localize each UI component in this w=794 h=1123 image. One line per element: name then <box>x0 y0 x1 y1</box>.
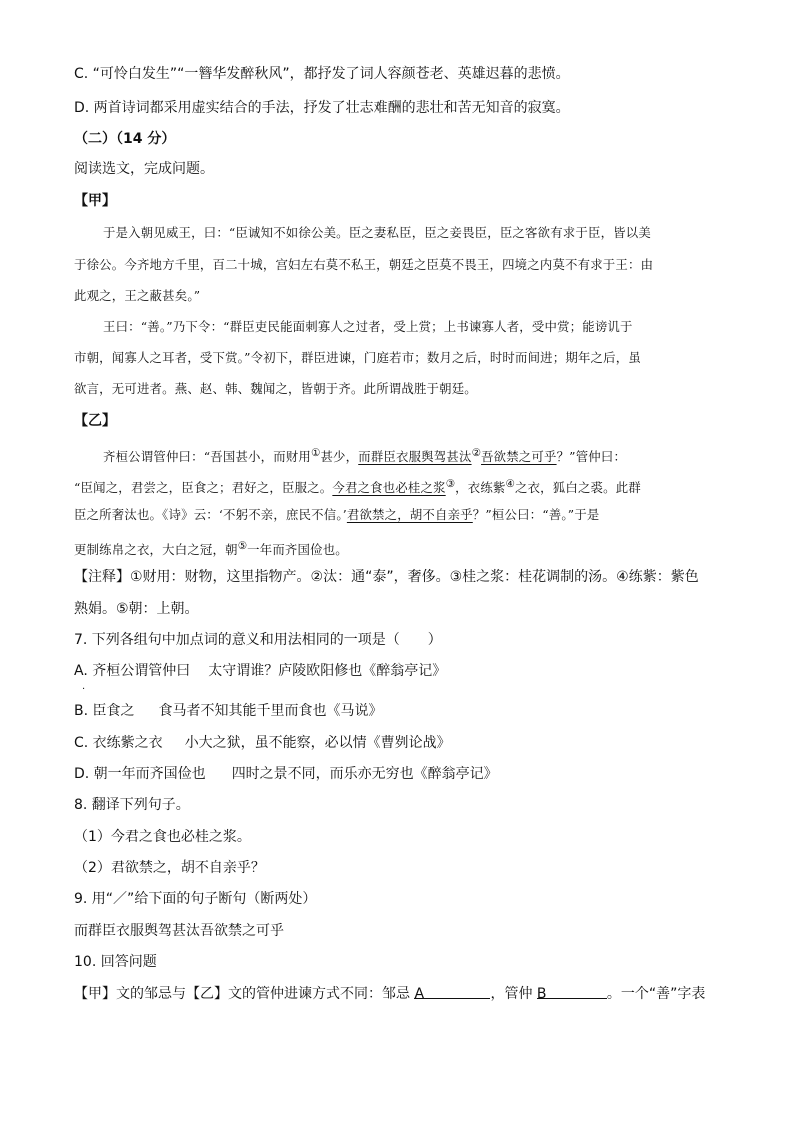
underlined-phrase: 今君之食也必桂之浆 <box>332 480 446 496</box>
question-10-stem: 10. 回答问题 <box>74 954 157 970</box>
blank-label: B <box>536 986 547 1002</box>
passage-jia-line: 于徐公。今齐地方千里，百二十城，宫妇左右莫不私王，朝廷之臣莫不畏王，四境之内莫不有求于王：由 <box>74 257 654 272</box>
passage-jia-line: 市朝，闻寡人之耳者，受下赏。”令初下，群臣进谏，门庭若市；数月之后，时时而间进；期年之后，虽 <box>74 350 641 365</box>
notes-line-1: 【注释】①财用：财物，这里指物产。②汰：通“泰”，奢侈。③桂之浆：桂花调制的汤。④练紫：紫色 <box>74 569 699 585</box>
text: 一年而齐国俭也。 <box>247 542 348 558</box>
underlined-phrase: 君欲禁之，胡不自亲乎 <box>346 507 473 522</box>
notes-line-2: 熟娟。⑤朝：上朝。 <box>74 601 199 617</box>
passage-jia-line: 王曰：“善。”乃下令：“群臣吏民能面刺寡人之过者，受上赏；上书谏寡人者，受中赏；能谤讥于 <box>103 319 633 334</box>
question-9-stem: 9. 用“／”给下面的句子断句（断两处） <box>74 891 317 907</box>
text: 齐桓公谓管仲曰：“吾国甚小，而财用 <box>103 449 311 465</box>
passage-yi-line-1 <box>103 443 626 467</box>
question-9-sentence: 而群臣衣服舆驾甚汰吾欲禁之可乎 <box>74 923 284 939</box>
passage-jia-line: 此观之，王之蔽甚矣。” <box>74 288 201 303</box>
note-ref: ② <box>471 447 482 459</box>
passage-jia-line: 于是入朝见威王，曰：“臣诚知不如徐公美。臣之妻私臣，臣之妾畏臣，臣之客欲有求于臣，皆以美 <box>103 225 651 240</box>
note-ref: ① <box>310 447 321 459</box>
passage-yi-label: 【乙】 <box>74 413 116 429</box>
underlined-phrase: 吾欲禁之可乎 <box>481 449 557 465</box>
question-7-option-b <box>74 701 383 721</box>
passage-yi-line-2 <box>74 474 641 498</box>
blank-label: A <box>414 986 425 1002</box>
question-7-option-a <box>74 661 446 681</box>
option-a-right: 太守谓谁？庐陵欧阳修也《醉翁亭记》 <box>208 663 447 679</box>
option-b-left: B. 臣食之 <box>74 703 135 719</box>
text: ，衣练紫 <box>455 480 506 496</box>
text: “臣闻之，君尝之，臣食之；君好之，臣服之。 <box>74 480 333 496</box>
text: 【甲】文的邹忌与【乙】文的管仲进谏方式不同：邹忌 <box>74 986 415 1002</box>
question-7-option-c <box>74 733 451 753</box>
option-b-right: 食马者不知其能千里而食也《马说》 <box>158 703 383 719</box>
passage-yi-line-3 <box>74 505 600 525</box>
answer-blank-a[interactable] <box>414 984 490 1002</box>
text: ？”桓公曰：“善。”于是 <box>472 507 600 522</box>
question-10-text <box>74 984 705 1004</box>
option-a-left: A. 齐桓公谓管仲曰 <box>74 663 191 679</box>
text: 甚少， <box>320 449 359 465</box>
passage-jia-label: 【甲】 <box>74 193 116 209</box>
note-ref: ④ <box>505 478 515 490</box>
answer-blank-b[interactable] <box>536 984 607 1002</box>
option-c-left: C. 衣练紫之衣 <box>74 735 163 751</box>
question-8-sentence-2: （2）君欲禁之，胡不自亲乎？ <box>74 860 265 876</box>
option-d-previous: D. 两首诗词都采用虚实结合的手法，抒发了壮志难酬的悲壮和苦无知音的寂寞。 <box>74 100 570 116</box>
option-d-right: 四时之景不同，而乐亦无穷也《醉翁亭记》 <box>231 766 498 782</box>
text: 之衣，狐白之裘。此群 <box>515 480 641 496</box>
option-c-previous: C. “可怜白发生”“一簪华发醉秋风”，都抒发了词人容颜苍老、英雄迟暮的悲愤。 <box>74 66 570 82</box>
note-ref: ③ <box>445 478 456 490</box>
question-7-stem: 7. 下列各组句中加点词的意义和用法相同的一项是（ ） <box>74 632 442 648</box>
section-title: （二）（14 分） <box>74 131 176 147</box>
option-c-right: 小大之狱，虽不能察，必以情《曹刿论战》 <box>184 735 451 751</box>
text: 臣之所奢汰也。《诗》云：‘不躬不亲，庶民不信。’ <box>74 507 347 522</box>
question-8-sentence-1: （1）今君之食也必桂之浆。 <box>74 829 251 845</box>
text: ？”管仲曰： <box>556 449 627 465</box>
passage-jia-line: 欲言，无可进者。燕、赵、韩、魏闻之，皆朝于齐。此所谓战胜于朝廷。 <box>74 381 477 396</box>
note-ref: ⑤ <box>237 540 248 552</box>
question-8-stem: 8. 翻译下列句子。 <box>74 797 190 813</box>
passage-yi-line-4 <box>74 536 348 560</box>
reading-instruction: 阅读选文，完成问题。 <box>74 161 214 177</box>
text: 更制练帛之衣，大白之冠，朝 <box>74 542 238 558</box>
underlined-phrase: 而群臣衣服舆驾甚汰 <box>358 449 472 465</box>
text: 。一个“善”字表 <box>606 986 706 1002</box>
question-7-option-d <box>74 764 498 784</box>
text: ，管仲 <box>490 986 537 1002</box>
option-d-left: D. 朝一年而齐国俭也 <box>74 766 206 782</box>
emphasis-dot-icon: · <box>82 684 86 695</box>
